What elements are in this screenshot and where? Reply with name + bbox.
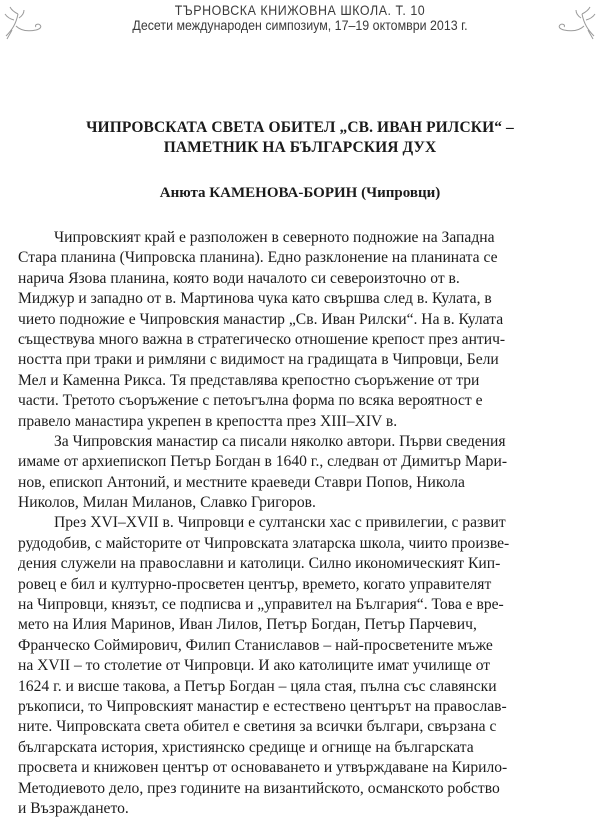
text-line: ръкописи, то Чипровският манастир е естествено центърът на православ- [18, 697, 507, 715]
text-line: През XVI–XVII в. Чипровци е султански хас с привилегии, с развит [54, 514, 506, 532]
text-line: съществува много важна в стратегическо отношение крепост през антич- [18, 330, 506, 348]
text-line: мето на Илия Маринов, Иван Лилов, Петър Богдан, Петър Парчевич, [18, 616, 477, 634]
text-line: Стара планина (Чипровска планина). Едно разклонение на планината се [18, 249, 498, 267]
text-line: и Възраждането. [18, 799, 129, 817]
text-line: За Чипровския манастир са писали няколко автори. Първи сведения [54, 432, 506, 450]
text-line: ровец е бил и културно-просветен център, времето, когато управителят [18, 575, 492, 593]
text-line: на XVII – то столетие от Чипровци. И ако католиците имат училище от [18, 657, 491, 675]
running-head [0, 0, 600, 40]
text-line: Николов, Милан Миланов, Славко Григоров. [18, 494, 316, 512]
text-line: нарича Язова планина, която води началото си североизточно от в. [18, 269, 460, 287]
text-line: ните. Чипровската света обител е светиня за всички българи, свързана с [18, 718, 497, 736]
conference-line: Десети международен симпозиум, 17–19 октомври 2013 г. [132, 18, 468, 33]
text-line: рудодобив, с майсторите от Чипровската златарска школа, чиито произве- [18, 534, 510, 552]
text-line: Чипровският край е разположен в северното подножие на Западна [54, 229, 495, 246]
article-body [18, 228, 600, 819]
title-line: ЧИПРОВСКАТА СВЕТА ОБИТЕЛ „СВ. ИВАН РИЛСКИ“ – [86, 119, 514, 136]
floral-ornament-icon [556, 6, 598, 40]
text-line: на Чипровци, князът, се подписва и „управител на България“. Това е вре- [18, 596, 504, 614]
text-line: имаме от архиепископ Петър Богдан в 1640 г., следван от Димитър Мари- [18, 453, 508, 471]
text-line: българската история, християнско средище и огнище на българската [18, 738, 474, 756]
series-title: ТЪРНОВСКА КНИЖОВНА ШКОЛА. Т. 10 [174, 3, 426, 18]
text-line: Методиевото дело, през годините на византийското, османското робство [18, 779, 500, 797]
text-line: Миджур и западно от в. Мартинова чука като свършва след в. Кулата, в [18, 290, 492, 308]
text-line: Франческо Соймирович, Филип Станиславов – най-просветените мъже [18, 636, 493, 654]
article-title [0, 118, 600, 158]
text-line: дения служели на православни и католици. Силно икономическият Кип- [18, 555, 501, 573]
author-byline: Анюта КАМЕНОВА-БОРИН (Чипровци) [159, 185, 441, 201]
text-line: части. Третото съоръжение с петоъгълна форма по всяка вероятност е [18, 392, 483, 410]
text-line: нов, епископ Антоний, и местните краеведи Ставри Попов, Никола [18, 473, 465, 491]
text-line: 1624 г. и висше такова, а Петър Богдан – цяла стая, пълна със славянски [18, 677, 497, 695]
text-line: просвета и книжовен център от основаването и утвърждаване на Кирило- [18, 759, 508, 777]
title-line: ПАМЕТНИК НА БЪЛГАРСКИЯ ДУХ [163, 139, 437, 156]
text-line: правело манастира укрепен в крепостта през XIII–XIV в. [18, 412, 398, 430]
text-line: Мел и Каменна Рикса. Тя представлява крепостно съоръжение от три [18, 371, 480, 389]
text-line: чието подножие е Чипровския манастир „Св. Иван Рилски“. На в. Кулата [18, 310, 504, 328]
text-line: ността при траки и римляни с видимост на градищата в Чипровци, Бели [18, 351, 499, 369]
